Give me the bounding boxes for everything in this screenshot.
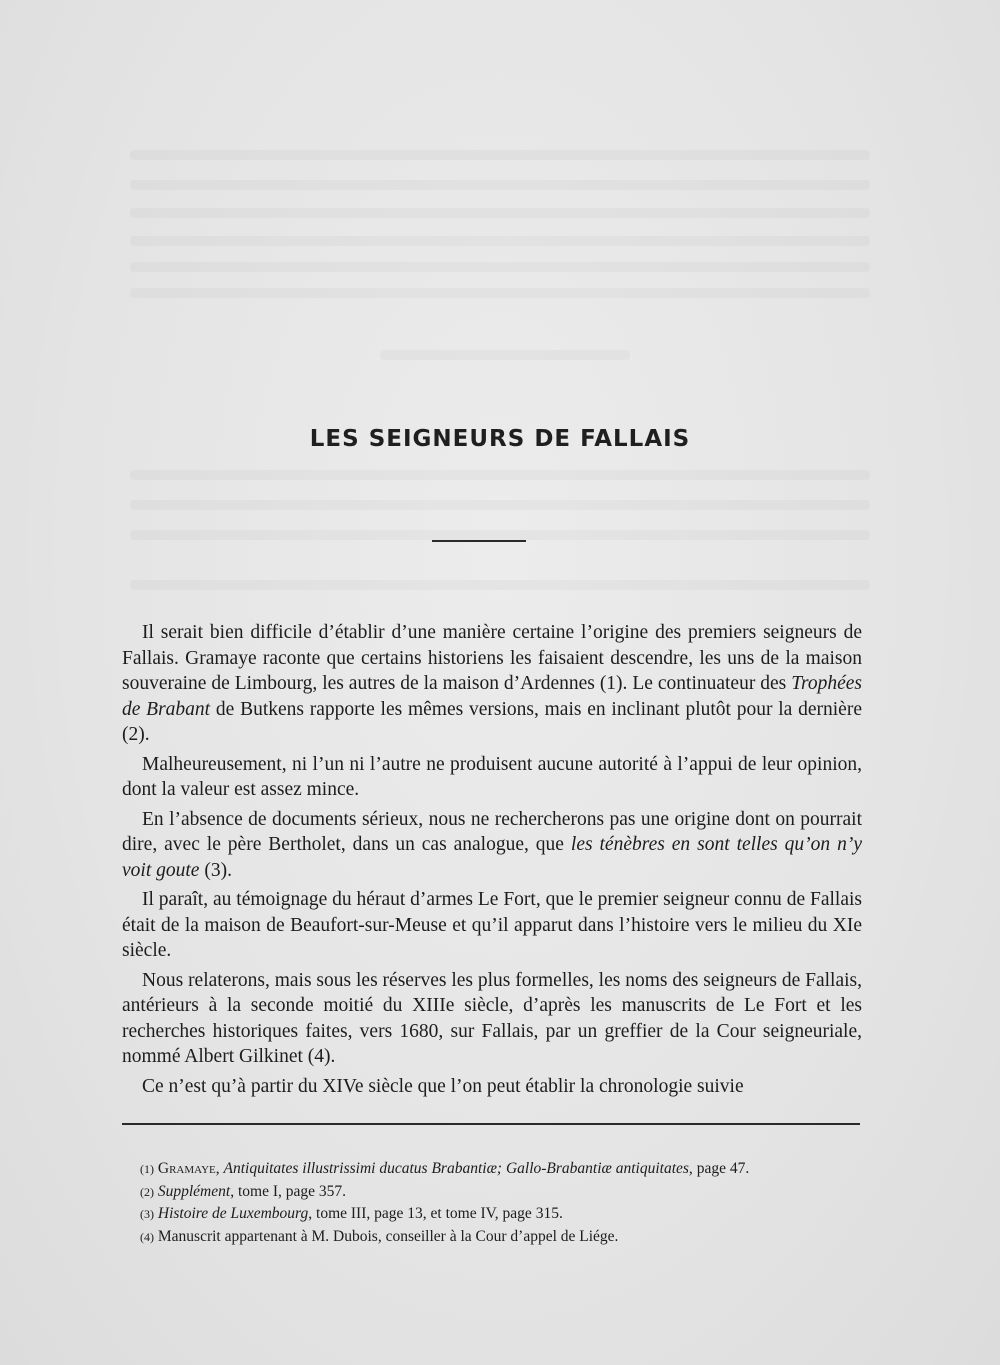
bleed-through-line <box>130 470 870 480</box>
footnote-title: Supplément <box>157 1182 231 1200</box>
footnote-author: Gramaye <box>157 1160 216 1177</box>
footnote-number: (2) <box>140 1184 154 1199</box>
footnote-title: Antiquitates illustrissimi ducatus Brabantiæ; Gallo-Brabantiæ antiquitates, <box>223 1160 693 1177</box>
footnote-1: (1) Gramaye, Antiquitates illustrissimi ducatus Brabantiæ; Gallo-Brabantiæ antiquitates, page 47. <box>140 1160 750 1177</box>
title-divider <box>432 540 526 542</box>
paragraph-1-text-end: de Butkens rapporte les mêmes versions, mais en inclinant plutôt pour la dernière (2). <box>122 698 862 745</box>
footnote-divider <box>122 1123 860 1125</box>
bleed-through-line <box>130 262 870 272</box>
bleed-through-line <box>130 180 870 190</box>
paragraph-5: Nous relaterons, mais sous les réserves les plus formelles, les noms des seigneurs de Fallais, antérieurs à la seconde moitié du XIIIe siècle, d’après les manuscrits de Le Fort et les recherches historiques faites, vers 1680, sur Fallais, par un greffier de la Cour seigneuriale, nommé Albert Gilkinet (4). <box>122 969 862 1067</box>
footnotes <box>140 1158 880 1248</box>
footnote-2 <box>140 1181 880 1204</box>
page-title: LES SEIGNEURS DE FALLAIS <box>309 426 691 452</box>
bleed-through-line <box>130 530 870 540</box>
body-text <box>122 620 862 1103</box>
bleed-through-line <box>130 580 870 590</box>
footnote-number: (4) <box>140 1229 154 1244</box>
paragraph-3-text: En l’absence de documents sérieux, nous ne rechercherons pas une origine dont on pourrait dire, avec le père Bertholet, dans un cas analogue, que <box>122 808 862 855</box>
bleed-through-line <box>130 500 870 510</box>
paragraph-3-text-end: (3). <box>199 859 232 881</box>
footnote-reference: page 47. <box>692 1160 750 1177</box>
bleed-through-line <box>130 208 870 218</box>
footnote-reference: Manuscrit appartenant à M. Dubois, conseiller à la Cour d’appel de Liége. <box>154 1227 619 1245</box>
paragraph-6: Ce n’est qu’à partir du XIVe siècle que l’on peut établir la chronologie suivie <box>142 1075 744 1097</box>
footnote-reference: , tome I, page 357. <box>230 1182 346 1200</box>
bleed-through-line <box>130 288 870 298</box>
bleed-through-line <box>130 150 870 160</box>
footnote-3 <box>140 1203 880 1226</box>
paragraph-1 <box>122 620 862 748</box>
footnote-number: (1) <box>140 1162 154 1176</box>
paragraph-1-text: Il serait bien difficile d’établir d’une manière certaine l’origine des premiers seigneurs de Fallais. Gramaye raconte que certains historiens les faisaient descendre, les uns de la maison souveraine de Limbourg, les autres de la maison d’Ardennes (1). Le continuateur des <box>122 622 862 694</box>
bleed-through-line <box>380 350 630 360</box>
paragraph-1-italic: Trophées de Brabant <box>122 673 862 720</box>
paragraph-2: Malheureusement, ni l’un ni l’autre ne produisent aucune autorité à l’appui de leur opinion, dont la valeur est assez mince. <box>122 753 862 800</box>
paragraph-4: Il paraît, au témoignage du héraut d’armes Le Fort, que le premier seigneur connu de Fallais était de la maison de Beaufort-sur-Meuse et qu’il apparut dans l’histoire vers le milieu du XIe siècle. <box>122 889 862 961</box>
footnote-number: (3) <box>140 1207 154 1221</box>
footnote-4 <box>140 1226 880 1249</box>
paragraph-3 <box>122 807 862 884</box>
footnote-reference: , tome III, page 13, et tome IV, page 315. <box>308 1205 563 1222</box>
bleed-through-line <box>130 236 870 246</box>
paragraph-3-italic: les ténèbres en sont telles qu’on n’y voit goute <box>122 834 862 881</box>
footnote-title: Histoire de Luxembourg <box>157 1205 309 1222</box>
